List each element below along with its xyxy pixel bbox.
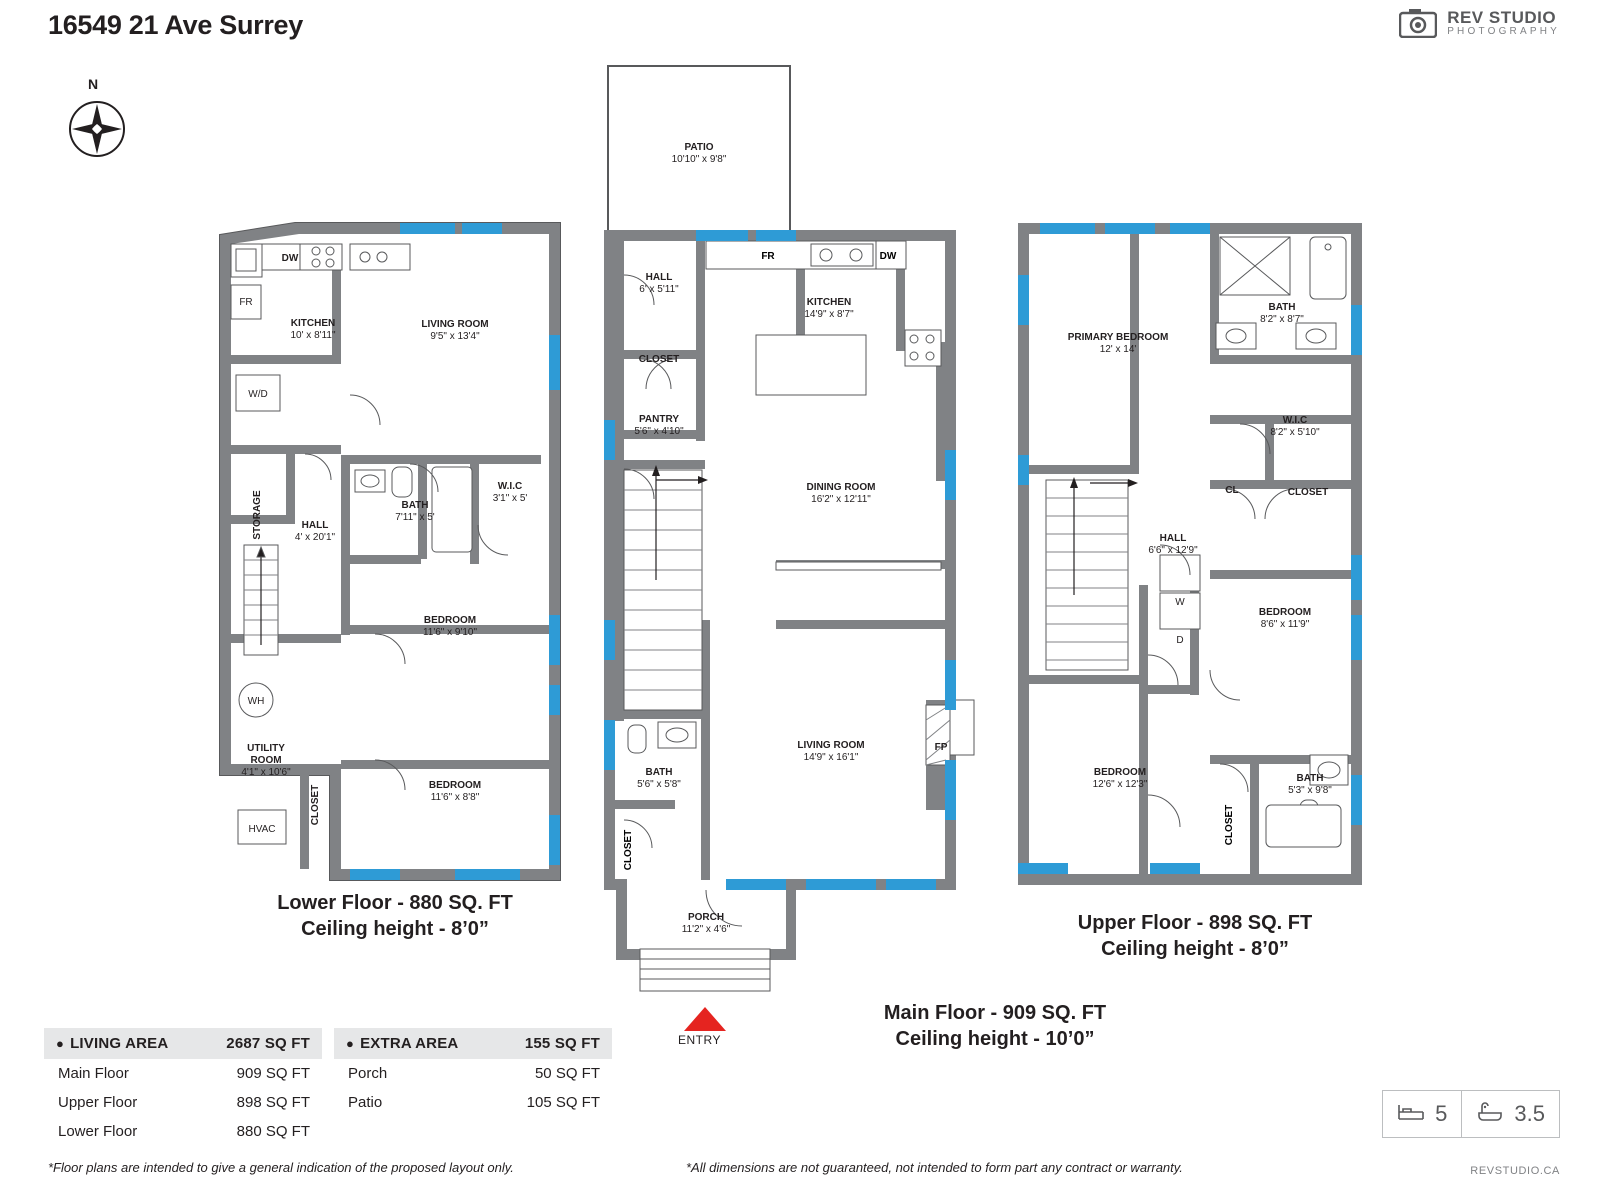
svg-text:BEDROOM: BEDROOM [423, 615, 477, 626]
svg-text:FR: FR [761, 251, 775, 262]
svg-text:6'6" x 12'9": 6'6" x 12'9" [1148, 545, 1198, 556]
svg-text:BEDROOM: BEDROOM [1258, 607, 1312, 618]
svg-text:WH: WH [247, 696, 265, 707]
bath-count [1462, 1091, 1559, 1137]
camera-icon [1399, 8, 1437, 38]
extra-area-legend [334, 1028, 612, 1117]
compass-north-label: N [88, 76, 99, 92]
svg-text:10' x 8'11": 10' x 8'11" [290, 330, 336, 341]
svg-text:CLOSET: CLOSET [1287, 487, 1329, 498]
svg-text:4' x 20'1": 4' x 20'1" [294, 532, 336, 543]
svg-text:12' x 14': 12' x 14' [1099, 344, 1137, 355]
svg-text:CLOSET: CLOSET [623, 829, 634, 871]
disclaimer-right: *All dimensions are not guaranteed, not intended to form part any contract or warranty. [686, 1160, 1183, 1175]
svg-text:PRIMARY BEDROOM: PRIMARY BEDROOM [1067, 332, 1169, 343]
bed-count-value: 5 [1435, 1101, 1448, 1126]
row-label: Upper Floor [58, 1094, 138, 1111]
row-label: Main Floor [58, 1065, 129, 1082]
svg-text:HALL: HALL [645, 272, 673, 283]
svg-text:CLOSET: CLOSET [310, 784, 321, 826]
svg-text:KITCHEN: KITCHEN [806, 297, 852, 308]
main-floor-caption-line1: Main Floor - 909 SQ. FT [883, 1002, 1107, 1024]
bathtub-icon [1476, 1101, 1504, 1128]
lower-floor-caption-line1: Lower Floor - 880 SQ. FT [277, 892, 513, 914]
svg-text:FP: FP [934, 742, 948, 753]
extra-area-title: EXTRA AREA [360, 1035, 459, 1052]
svg-text:DW: DW [281, 253, 299, 264]
main-floor-caption [760, 1000, 1230, 1052]
brand-logo [1399, 8, 1560, 38]
svg-text:DINING ROOM: DINING ROOM [806, 482, 876, 493]
svg-text:CLOSET: CLOSET [638, 354, 680, 365]
svg-text:12'6" x 12'3": 12'6" x 12'3" [1092, 779, 1148, 790]
svg-text:11'6" x 8'8": 11'6" x 8'8" [430, 792, 480, 803]
table-row [44, 1059, 322, 1088]
table-row [334, 1088, 612, 1117]
table-row [334, 1059, 612, 1088]
svg-text:14'9" x 16'1": 14'9" x 16'1" [803, 752, 859, 763]
svg-text:PANTRY: PANTRY [639, 414, 679, 425]
upper-floor-caption-line2: Ceiling height - 8’0” [1101, 938, 1289, 960]
living-area-title: LIVING AREA [70, 1035, 169, 1052]
bullet-icon: ● [346, 1036, 355, 1051]
row-label: Patio [348, 1094, 383, 1111]
upper-floor-plan [1010, 215, 1380, 895]
svg-text:7'11" x 5': 7'11" x 5' [395, 512, 435, 523]
svg-text:3'1" x 5': 3'1" x 5' [492, 493, 528, 504]
svg-text:BATH: BATH [401, 500, 429, 511]
svg-text:LIVING ROOM: LIVING ROOM [421, 319, 489, 330]
bath-count-value: 3.5 [1514, 1101, 1545, 1126]
website-url: REVSTUDIO.CA [1470, 1165, 1560, 1177]
svg-text:CL: CL [1225, 485, 1239, 496]
row-value: 909 SQ FT [236, 1065, 310, 1082]
svg-text:CLOSET: CLOSET [1224, 804, 1235, 846]
svg-text:8'2" x 5'10": 8'2" x 5'10" [1270, 427, 1320, 438]
svg-text:BATH: BATH [645, 767, 673, 778]
lower-floor-caption-line2: Ceiling height - 8’0” [301, 918, 489, 940]
compass-rose [62, 76, 132, 166]
svg-text:8'6" x 11'9": 8'6" x 11'9" [1260, 619, 1310, 630]
row-value: 898 SQ FT [236, 1094, 310, 1111]
svg-text:W/D: W/D [248, 389, 268, 400]
row-value: 880 SQ FT [236, 1123, 310, 1140]
row-value: 50 SQ FT [534, 1065, 600, 1082]
svg-text:5'6" x 5'8": 5'6" x 5'8" [637, 779, 681, 790]
svg-text:HVAC: HVAC [248, 824, 276, 835]
table-row [44, 1117, 322, 1146]
main-floor-caption-line2: Ceiling height - 10’0” [895, 1028, 1095, 1050]
svg-text:W.I.C: W.I.C [497, 481, 523, 492]
brand-subtitle: PHOTOGRAPHY [1447, 25, 1560, 37]
upper-floor-caption-line1: Upper Floor - 898 SQ. FT [1077, 912, 1313, 934]
upper-floor-caption [1000, 910, 1390, 962]
extra-area-total: 155 SQ FT [524, 1035, 600, 1052]
living-area-header [44, 1028, 322, 1059]
svg-text:8'2" x 8'7": 8'2" x 8'7" [1260, 314, 1304, 325]
svg-text:16'2" x 12'11": 16'2" x 12'11" [811, 494, 871, 505]
svg-text:9'5" x 13'4": 9'5" x 13'4" [430, 331, 480, 342]
svg-text:BEDROOM: BEDROOM [428, 780, 482, 791]
main-floor-plan [596, 60, 996, 1010]
svg-text:HALL: HALL [1159, 533, 1187, 544]
page-title: 16549 21 Ave Surrey [48, 10, 303, 40]
svg-text:FR: FR [239, 297, 253, 308]
svg-text:DW: DW [879, 251, 897, 262]
row-label: Lower Floor [58, 1123, 138, 1140]
brand-name: REV STUDIO [1447, 7, 1557, 27]
living-area-total: 2687 SQ FT [226, 1035, 310, 1052]
disclaimer-left: *Floor plans are intended to give a general indication of the proposed layout only. [48, 1160, 514, 1175]
compass-icon [62, 94, 132, 164]
svg-text:STORAGE: STORAGE [252, 490, 263, 540]
row-label: Porch [348, 1065, 388, 1082]
svg-text:D: D [1176, 635, 1184, 646]
svg-text:11'6" x 9'10": 11'6" x 9'10" [422, 627, 478, 638]
lower-floor-plan [200, 215, 590, 885]
svg-text:PORCH: PORCH [687, 912, 725, 923]
svg-text:10'10" x 9'8": 10'10" x 9'8" [671, 154, 727, 165]
svg-text:11'2" x 4'6": 11'2" x 4'6" [681, 924, 731, 935]
svg-text:5'6" x 4'10": 5'6" x 4'10" [634, 426, 684, 437]
lower-floor-caption [200, 890, 590, 942]
svg-text:BEDROOM: BEDROOM [1093, 767, 1147, 778]
svg-text:PATIO: PATIO [684, 142, 714, 153]
svg-text:4'1" x 10'6": 4'1" x 10'6" [241, 767, 291, 778]
bed-count [1383, 1091, 1461, 1137]
svg-text:5'3" x 9'8": 5'3" x 9'8" [1288, 785, 1332, 796]
svg-text:ROOM: ROOM [250, 755, 282, 766]
svg-text:KITCHEN: KITCHEN [290, 318, 336, 329]
svg-text:HALL: HALL [301, 520, 329, 531]
svg-text:14'9" x 8'7": 14'9" x 8'7" [804, 309, 854, 320]
svg-text:UTILITY: UTILITY [247, 743, 285, 754]
row-value: 105 SQ FT [526, 1094, 600, 1111]
svg-text:6' x 5'11": 6' x 5'11" [639, 284, 679, 295]
svg-text:BATH: BATH [1296, 773, 1324, 784]
living-area-legend [44, 1028, 322, 1146]
bed-bath-badge [1382, 1090, 1560, 1138]
svg-text:BATH: BATH [1268, 302, 1296, 313]
bullet-icon: ● [56, 1036, 65, 1051]
svg-text:W.I.C: W.I.C [1282, 415, 1308, 426]
table-row [44, 1088, 322, 1117]
entry-label: ENTRY [678, 1033, 721, 1047]
extra-area-header [334, 1028, 612, 1059]
svg-text:LIVING ROOM: LIVING ROOM [797, 740, 865, 751]
bed-icon [1397, 1102, 1425, 1127]
svg-text:W: W [1175, 597, 1185, 608]
